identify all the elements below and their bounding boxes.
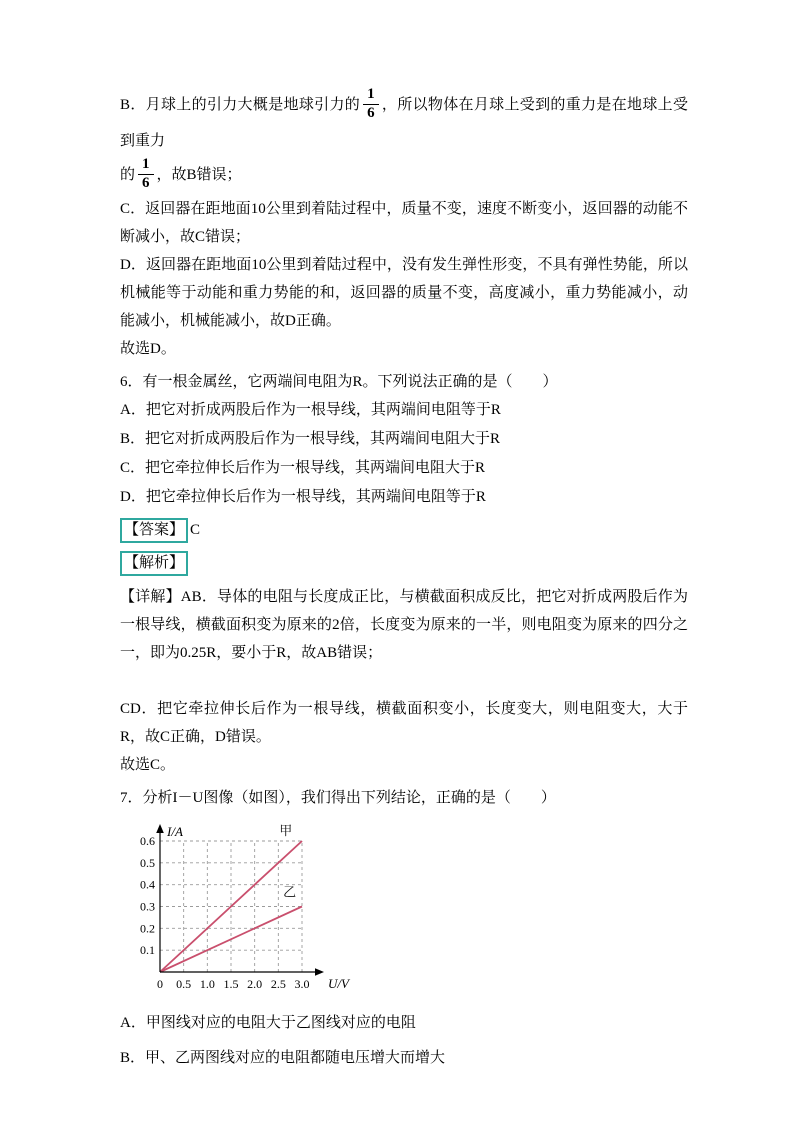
svg-text:乙: 乙	[283, 884, 297, 900]
fraction-one-sixth	[138, 156, 154, 193]
fraction-numerator: 1	[363, 86, 379, 105]
svg-text:2.0: 2.0	[247, 977, 263, 991]
iu-chart	[120, 820, 688, 996]
question-6-option-d: D．把它牵拉伸长后作为一根导线，其两端间电阻等于R	[120, 489, 486, 505]
svg-text:甲: 甲	[279, 822, 293, 838]
svg-text:I/A: I/A	[167, 824, 183, 839]
para-option-b-line1	[120, 86, 688, 156]
svg-text:2.5: 2.5	[270, 977, 286, 991]
svg-text:3.0: 3.0	[294, 977, 310, 991]
svg-text:1.0: 1.0	[199, 977, 215, 991]
para-option-b-line2	[120, 156, 688, 196]
answer-line	[120, 515, 688, 545]
analysis-line	[120, 548, 688, 578]
svg-text:0.1: 0.1	[140, 943, 155, 958]
option-b2-pre-text: 的	[120, 166, 136, 183]
svg-text:1.5: 1.5	[223, 977, 239, 991]
analysis-tag: 【解析】	[120, 551, 188, 576]
para-detail-cd: CD．把它牵拉伸长后作为一根导线，横截面积变小，长度变大，则电阻变大，大于R，故C正确，D错误。	[120, 701, 688, 745]
svg-text:0.5: 0.5	[176, 977, 192, 991]
svg-text:0.4: 0.4	[140, 877, 155, 892]
answer-value: C	[190, 522, 201, 538]
svg-text:0.2: 0.2	[140, 921, 155, 936]
question-6-stem: 6．有一根金属丝，它两端间电阻为R。下列说法正确的是（ ）	[120, 374, 558, 390]
question-6-option-b: B．把它对折成两股后作为一根导线，其两端间电阻大于R	[120, 431, 501, 447]
option-b-post-text: ，所以物体在月球上受到的重力是在地球上受到重力	[120, 97, 688, 149]
para-choose-d: 故选D。	[120, 341, 176, 357]
question-6-option-a: A．把它对折成两股后作为一根导线，其两端间电阻等于R	[120, 402, 501, 418]
para-option-c-explanation: C．返回器在距地面10公里到着陆过程中，质量不变，速度不断变小，返回器的动能不断减小，故C错误；	[120, 201, 688, 245]
question-7-stem: 7．分析I－U图像（如图），我们得出下列结论，正确的是（ ）	[120, 790, 556, 806]
svg-text:0.6: 0.6	[140, 834, 155, 848]
svg-text:0.5: 0.5	[140, 855, 155, 870]
question-7-option-a: A．甲图线对应的电阻大于乙图线对应的电阻	[120, 1015, 416, 1031]
para-detail-ab: 【详解】AB．导体的电阻与长度成正比，与横截面积成反比，把它对折成两股后作为一根导线，横截面积变为原来的2倍，长度变为原来的一半，则电阻变为原来的四分之一，即为0.25R，要小于R，故AB错误；	[120, 589, 688, 661]
option-b-pre-text: B．月球上的引力大概是地球引力的	[120, 97, 361, 114]
svg-text:U/V: U/V	[328, 976, 349, 991]
svg-text:0: 0	[157, 977, 163, 991]
fraction-denominator: 6	[142, 174, 150, 191]
fraction-denominator: 6	[367, 105, 375, 122]
question-6-option-c: C．把它牵拉伸长后作为一根导线，其两端间电阻大于R	[120, 460, 486, 476]
fraction-one-sixth	[363, 86, 379, 123]
para-choose-c: 故选C。	[120, 757, 176, 773]
svg-text:0.3: 0.3	[140, 899, 155, 914]
answer-tag: 【答案】	[120, 518, 188, 543]
option-b2-post-text: ，故B错误；	[156, 166, 242, 183]
iu-chart-svg	[120, 820, 380, 996]
fraction-numerator: 1	[138, 156, 154, 175]
para-option-d-explanation: D．返回器在距地面10公里到着陆过程中，没有发生弹性形变，不具有弹性势能，所以机械能等于动能和重力势能的和，返回器的质量不变，高度减小，重力势能减小，动能减小，机械能减小，故D正确。	[120, 257, 688, 329]
question-7-option-b: B．甲、乙两图线对应的电阻都随电压增大而增大	[120, 1050, 446, 1066]
